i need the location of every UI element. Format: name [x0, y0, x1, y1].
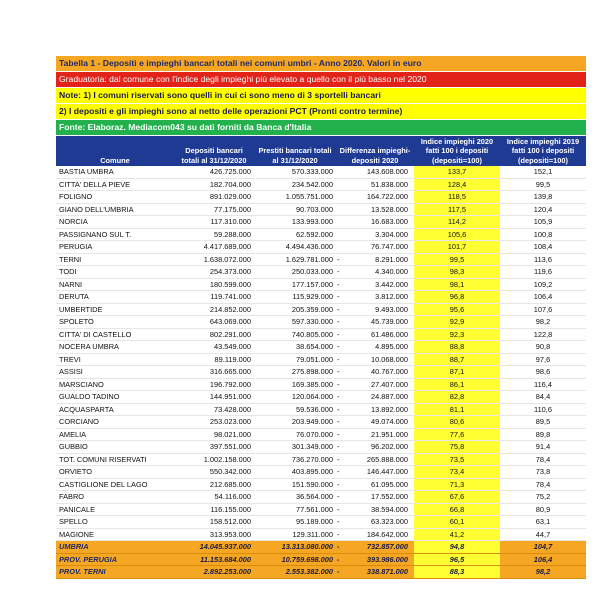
cell-sign: -	[336, 428, 346, 441]
cell-differenza: 164.722.000	[346, 191, 414, 204]
table-header-row	[56, 136, 586, 166]
cell-prestiti: 177.157.000	[254, 278, 336, 291]
cell-indice-2019: 44,7	[500, 528, 586, 541]
total-row	[56, 553, 586, 566]
cell-sign	[336, 178, 346, 191]
cell-comune: GIANO DELL'UMBRIA	[56, 203, 174, 216]
cell-indice-2020: 105,6	[414, 228, 500, 241]
cell-indice-2020: 82,8	[414, 391, 500, 404]
cell-comune: MAGIONE	[56, 528, 174, 541]
cell-depositi: 214.852.000	[174, 303, 254, 316]
cell-comune: BASTIA UMBRA	[56, 166, 174, 178]
cell-indice-2020: 95,6	[414, 303, 500, 316]
ranking-banner: Graduatoria: dal comune con l'indice degli impieghi più elevato a quello con il più basso nel 2020	[56, 72, 586, 88]
cell-indice-2019: 113,6	[500, 253, 586, 266]
cell-depositi: 144.951.000	[174, 391, 254, 404]
cell-indice-2020: 87,1	[414, 366, 500, 379]
cell-sign	[336, 203, 346, 216]
cell-prestiti: 1.055.751.000	[254, 191, 336, 204]
cell-indice-2020: 101,7	[414, 241, 500, 254]
cell-differenza: 61.095.000	[346, 478, 414, 491]
cell-indice-2019: 99,5	[500, 178, 586, 191]
cell-indice-2019: 107,6	[500, 303, 586, 316]
cell-indice-2020: 41,2	[414, 528, 500, 541]
cell-prestiti: 4.494.436.000	[254, 241, 336, 254]
cell-indice-2020: 118,5	[414, 191, 500, 204]
cell-sign: -	[336, 278, 346, 291]
cell-comune: ASSISI	[56, 366, 174, 379]
cell-indice-2020: 98,1	[414, 278, 500, 291]
source-banner: Fonte: Elaboraz. Mediacom043 su dati forniti da Banca d'Italia	[56, 120, 586, 136]
cell-sign: -	[336, 491, 346, 504]
cell-depositi: 4.417.689.000	[174, 241, 254, 254]
cell-indice-2020: 128,4	[414, 178, 500, 191]
cell-prestiti: 740.805.000	[254, 328, 336, 341]
cell-indice-2020: 96,8	[414, 291, 500, 304]
cell-indice-2019: 98,2	[500, 566, 586, 579]
cell-indice-2019: 73,8	[500, 466, 586, 479]
cell-depositi: 89.119.000	[174, 353, 254, 366]
cell-comune: TREVI	[56, 353, 174, 366]
cell-comune: SPOLETO	[56, 316, 174, 329]
table-row	[56, 166, 586, 178]
cell-indice-2020: 94,8	[414, 541, 500, 554]
cell-comune: CITTA' DELLA PIEVE	[56, 178, 174, 191]
cell-depositi: 550.342.000	[174, 466, 254, 479]
cell-sign: -	[336, 303, 346, 316]
cell-differenza: 38.594.000	[346, 503, 414, 516]
cell-indice-2019: 63,1	[500, 516, 586, 529]
cell-indice-2019: 80,9	[500, 503, 586, 516]
table-row	[56, 353, 586, 366]
cell-indice-2020: 60,1	[414, 516, 500, 529]
cell-prestiti: 234.542.000	[254, 178, 336, 191]
cell-differenza: 9.493.000	[346, 303, 414, 316]
table-row	[56, 516, 586, 529]
cell-indice-2020: 81,1	[414, 403, 500, 416]
cell-prestiti: 76.070.000	[254, 428, 336, 441]
cell-depositi: 313.953.000	[174, 528, 254, 541]
table-row	[56, 491, 586, 504]
table-row	[56, 178, 586, 191]
table-row	[56, 466, 586, 479]
cell-differenza: 8.291.000	[346, 253, 414, 266]
cell-sign: -	[336, 366, 346, 379]
cell-comune: TOT. COMUNI RISERVATI	[56, 453, 174, 466]
table-row	[56, 241, 586, 254]
cell-indice-2019: 84,4	[500, 391, 586, 404]
cell-differenza: 4.895.000	[346, 341, 414, 354]
cell-indice-2020: 73,4	[414, 466, 500, 479]
cell-indice-2020: 77,6	[414, 428, 500, 441]
cell-comune: FOLIGNO	[56, 191, 174, 204]
cell-prestiti: 736.270.000	[254, 453, 336, 466]
cell-sign: -	[336, 328, 346, 341]
cell-indice-2020: 71,3	[414, 478, 500, 491]
cell-comune: MARSCIANO	[56, 378, 174, 391]
cell-indice-2020: 99,5	[414, 253, 500, 266]
cell-indice-2019: 75,2	[500, 491, 586, 504]
table-title: Tabella 1 - Depositi e impieghi bancari totali nei comuni umbri - Anno 2020. Valori in euro	[56, 56, 586, 72]
cell-depositi: 43.549.000	[174, 341, 254, 354]
cell-differenza: 393.986.000	[346, 553, 414, 566]
cell-depositi: 54.116.000	[174, 491, 254, 504]
cell-depositi: 98.021.000	[174, 428, 254, 441]
cell-indice-2019: 98,6	[500, 366, 586, 379]
cell-indice-2020: 73,5	[414, 453, 500, 466]
table-row	[56, 503, 586, 516]
cell-indice-2020: 98,3	[414, 266, 500, 279]
cell-prestiti: 59.536.000	[254, 403, 336, 416]
cell-indice-2019: 122,8	[500, 328, 586, 341]
cell-depositi: 253.023.000	[174, 416, 254, 429]
cell-prestiti: 169.385.000	[254, 378, 336, 391]
cell-prestiti: 205.359.000	[254, 303, 336, 316]
cell-indice-2020: 117,5	[414, 203, 500, 216]
cell-indice-2020: 92,9	[414, 316, 500, 329]
cell-comune: GUALDO TADINO	[56, 391, 174, 404]
cell-prestiti: 36.564.000	[254, 491, 336, 504]
table-row	[56, 478, 586, 491]
cell-sign: -	[336, 353, 346, 366]
cell-indice-2019: 110,6	[500, 403, 586, 416]
cell-depositi: 73.428.000	[174, 403, 254, 416]
cell-depositi: 180.599.000	[174, 278, 254, 291]
cell-prestiti: 2.553.382.000	[254, 566, 336, 579]
cell-comune: PROV. TERNI	[56, 566, 174, 579]
cell-differenza: 40.767.000	[346, 366, 414, 379]
cell-comune: GUBBIO	[56, 441, 174, 454]
cell-indice-2019: 139,8	[500, 191, 586, 204]
cell-sign: -	[336, 541, 346, 554]
cell-sign	[336, 216, 346, 229]
cell-prestiti: 203.949.000	[254, 416, 336, 429]
cell-comune: UMBRIA	[56, 541, 174, 554]
cell-comune: SPELLO	[56, 516, 174, 529]
cell-sign: -	[336, 403, 346, 416]
cell-depositi: 1.002.158.000	[174, 453, 254, 466]
table-row	[56, 316, 586, 329]
cell-prestiti: 301.349.000	[254, 441, 336, 454]
cell-depositi: 117.310.000	[174, 216, 254, 229]
cell-indice-2020: 86,1	[414, 378, 500, 391]
cell-prestiti: 115.929.000	[254, 291, 336, 304]
cell-prestiti: 403.895.000	[254, 466, 336, 479]
data-table-sheet	[56, 56, 586, 579]
cell-differenza: 24.887.000	[346, 391, 414, 404]
cell-sign: -	[336, 378, 346, 391]
cell-comune: DERUTA	[56, 291, 174, 304]
cell-differenza: 21.951.000	[346, 428, 414, 441]
cell-indice-2019: 108,4	[500, 241, 586, 254]
table-row	[56, 253, 586, 266]
cell-sign: -	[336, 291, 346, 304]
cell-sign: -	[336, 503, 346, 516]
cell-prestiti: 597.330.000	[254, 316, 336, 329]
cell-indice-2020: 92,3	[414, 328, 500, 341]
cell-indice-2020: 114,2	[414, 216, 500, 229]
cell-indice-2019: 78,4	[500, 453, 586, 466]
cell-comune: ACQUASPARTA	[56, 403, 174, 416]
table-row	[56, 203, 586, 216]
cell-depositi: 212.685.000	[174, 478, 254, 491]
cell-comune: TODI	[56, 266, 174, 279]
table-row	[56, 291, 586, 304]
cell-depositi: 643.069.000	[174, 316, 254, 329]
cell-indice-2020: 96,5	[414, 553, 500, 566]
cell-comune: PANICALE	[56, 503, 174, 516]
cell-sign	[336, 228, 346, 241]
cell-comune: CITTA' DI CASTELLO	[56, 328, 174, 341]
cell-depositi: 119.741.000	[174, 291, 254, 304]
deposits-loans-table	[56, 136, 586, 579]
cell-comune: PROV. PERUGIA	[56, 553, 174, 566]
cell-indice-2019: 98,2	[500, 316, 586, 329]
cell-differenza: 146.447.000	[346, 466, 414, 479]
cell-depositi: 77.175.000	[174, 203, 254, 216]
cell-prestiti: 38.654.000	[254, 341, 336, 354]
cell-differenza: 17.552.000	[346, 491, 414, 504]
table-row	[56, 378, 586, 391]
table-row	[56, 216, 586, 229]
cell-depositi: 182.704.000	[174, 178, 254, 191]
cell-prestiti: 151.590.000	[254, 478, 336, 491]
cell-indice-2019: 91,4	[500, 441, 586, 454]
table-body	[56, 166, 586, 578]
cell-indice-2019: 89,5	[500, 416, 586, 429]
cell-differenza: 4.340.000	[346, 266, 414, 279]
table-row	[56, 403, 586, 416]
cell-differenza: 63.323.000	[346, 516, 414, 529]
cell-comune: CORCIANO	[56, 416, 174, 429]
cell-indice-2019: 90,8	[500, 341, 586, 354]
cell-differenza: 16.683.000	[346, 216, 414, 229]
cell-indice-2019: 109,2	[500, 278, 586, 291]
cell-indice-2020: 80,6	[414, 416, 500, 429]
cell-indice-2020: 67,6	[414, 491, 500, 504]
header-indice-2019: Indice impieghi 2019 fatti 100 i depositi (depositi=100)	[500, 136, 586, 166]
cell-depositi: 196.792.000	[174, 378, 254, 391]
cell-prestiti: 1.629.781.000	[254, 253, 336, 266]
cell-differenza: 13.528.000	[346, 203, 414, 216]
cell-differenza: 3.304.000	[346, 228, 414, 241]
header-differenza: Differenza impieghi-depositi 2020	[336, 136, 414, 166]
cell-comune: PERUGIA	[56, 241, 174, 254]
cell-differenza: 13.892.000	[346, 403, 414, 416]
cell-sign: -	[336, 553, 346, 566]
cell-indice-2019: 106,4	[500, 553, 586, 566]
cell-prestiti: 13.313.080.000	[254, 541, 336, 554]
cell-depositi: 316.665.000	[174, 366, 254, 379]
cell-depositi: 158.512.000	[174, 516, 254, 529]
total-row	[56, 566, 586, 579]
cell-sign: -	[336, 478, 346, 491]
cell-sign: -	[336, 466, 346, 479]
table-row	[56, 391, 586, 404]
cell-sign: -	[336, 528, 346, 541]
cell-prestiti: 570.333.000	[254, 166, 336, 178]
cell-sign: -	[336, 453, 346, 466]
header-indice-2020: Indice impieghi 2020 fatti 100 i depositi (depositi=100)	[414, 136, 500, 166]
cell-indice-2019: 106,4	[500, 291, 586, 304]
table-row	[56, 266, 586, 279]
cell-indice-2019: 100,8	[500, 228, 586, 241]
cell-sign: -	[336, 566, 346, 579]
cell-sign: -	[336, 391, 346, 404]
cell-comune: NOCERA UMBRA	[56, 341, 174, 354]
cell-differenza: 184.642.000	[346, 528, 414, 541]
cell-prestiti: 79.051.000	[254, 353, 336, 366]
cell-depositi: 116.155.000	[174, 503, 254, 516]
table-row	[56, 328, 586, 341]
header-prestiti: Prestiti bancari totali al 31/12/2020	[254, 136, 336, 166]
table-row	[56, 191, 586, 204]
cell-sign	[336, 166, 346, 178]
cell-prestiti: 10.759.698.000	[254, 553, 336, 566]
cell-prestiti: 275.898.000	[254, 366, 336, 379]
cell-indice-2019: 97,6	[500, 353, 586, 366]
cell-comune: NARNI	[56, 278, 174, 291]
cell-sign	[336, 241, 346, 254]
cell-depositi: 891.029.000	[174, 191, 254, 204]
cell-sign: -	[336, 516, 346, 529]
cell-indice-2019: 105,9	[500, 216, 586, 229]
cell-depositi: 14.045.937.000	[174, 541, 254, 554]
cell-depositi: 254.373.000	[174, 266, 254, 279]
table-row	[56, 366, 586, 379]
cell-sign: -	[336, 441, 346, 454]
cell-differenza: 10.068.000	[346, 353, 414, 366]
cell-indice-2019: 104,7	[500, 541, 586, 554]
cell-comune: PASSIGNANO SUL T.	[56, 228, 174, 241]
cell-differenza: 76.747.000	[346, 241, 414, 254]
cell-sign: -	[336, 316, 346, 329]
cell-differenza: 49.074.000	[346, 416, 414, 429]
cell-indice-2019: 89,8	[500, 428, 586, 441]
cell-indice-2019: 119,6	[500, 266, 586, 279]
cell-differenza: 732.857.000	[346, 541, 414, 554]
cell-comune: UMBERTIDE	[56, 303, 174, 316]
cell-differenza: 51.838.000	[346, 178, 414, 191]
note-1: Note: 1) I comuni riservati sono quelli in cui ci sono meno di 3 sportelli bancari	[56, 88, 586, 104]
cell-depositi: 1.638.072.000	[174, 253, 254, 266]
note-2: 2) I depositi e gli impieghi sono al netto delle operazioni PCT (Pronti contro termine)	[56, 104, 586, 120]
cell-indice-2020: 66,8	[414, 503, 500, 516]
cell-prestiti: 129.311.000	[254, 528, 336, 541]
table-row	[56, 416, 586, 429]
cell-prestiti: 133.993.000	[254, 216, 336, 229]
cell-indice-2020: 88,8	[414, 341, 500, 354]
table-row	[56, 278, 586, 291]
cell-differenza: 3.442.000	[346, 278, 414, 291]
cell-depositi: 2.892.253.000	[174, 566, 254, 579]
cell-differenza: 143.608.000	[346, 166, 414, 178]
cell-comune: AMELIA	[56, 428, 174, 441]
table-row	[56, 528, 586, 541]
cell-differenza: 61.486.000	[346, 328, 414, 341]
cell-sign: -	[336, 341, 346, 354]
cell-indice-2020: 88,7	[414, 353, 500, 366]
cell-comune: CASTIGLIONE DEL LAGO	[56, 478, 174, 491]
header-depositi: Depositi bancari totali al 31/12/2020	[174, 136, 254, 166]
cell-sign	[336, 191, 346, 204]
table-row	[56, 441, 586, 454]
table-row	[56, 341, 586, 354]
cell-comune: NORCIA	[56, 216, 174, 229]
table-row	[56, 453, 586, 466]
cell-differenza: 96.202.000	[346, 441, 414, 454]
cell-depositi: 397.551.000	[174, 441, 254, 454]
cell-differenza: 45.739.000	[346, 316, 414, 329]
cell-indice-2019: 78,4	[500, 478, 586, 491]
cell-depositi: 11.153.684.000	[174, 553, 254, 566]
cell-differenza: 27.407.000	[346, 378, 414, 391]
cell-depositi: 59.288.000	[174, 228, 254, 241]
cell-differenza: 265.888.000	[346, 453, 414, 466]
cell-differenza: 338.871.000	[346, 566, 414, 579]
cell-indice-2020: 75,8	[414, 441, 500, 454]
header-comune: Comune	[56, 136, 174, 166]
cell-comune: ORVIETO	[56, 466, 174, 479]
cell-prestiti: 120.064.000	[254, 391, 336, 404]
cell-prestiti: 77.561.000	[254, 503, 336, 516]
cell-comune: FABRO	[56, 491, 174, 504]
cell-comune: TERNI	[56, 253, 174, 266]
cell-indice-2019: 116,4	[500, 378, 586, 391]
cell-sign: -	[336, 253, 346, 266]
table-row	[56, 303, 586, 316]
cell-prestiti: 62.592.000	[254, 228, 336, 241]
cell-prestiti: 250.033.000	[254, 266, 336, 279]
cell-indice-2020: 88,3	[414, 566, 500, 579]
table-row	[56, 228, 586, 241]
cell-differenza: 3.812.000	[346, 291, 414, 304]
cell-indice-2020: 133,7	[414, 166, 500, 178]
cell-prestiti: 95.189.000	[254, 516, 336, 529]
total-row	[56, 541, 586, 554]
cell-indice-2019: 152,1	[500, 166, 586, 178]
cell-prestiti: 90.703.000	[254, 203, 336, 216]
table-row	[56, 428, 586, 441]
cell-depositi: 426.725.000	[174, 166, 254, 178]
cell-sign: -	[336, 266, 346, 279]
cell-depositi: 802.291.000	[174, 328, 254, 341]
cell-indice-2019: 120,4	[500, 203, 586, 216]
cell-sign: -	[336, 416, 346, 429]
